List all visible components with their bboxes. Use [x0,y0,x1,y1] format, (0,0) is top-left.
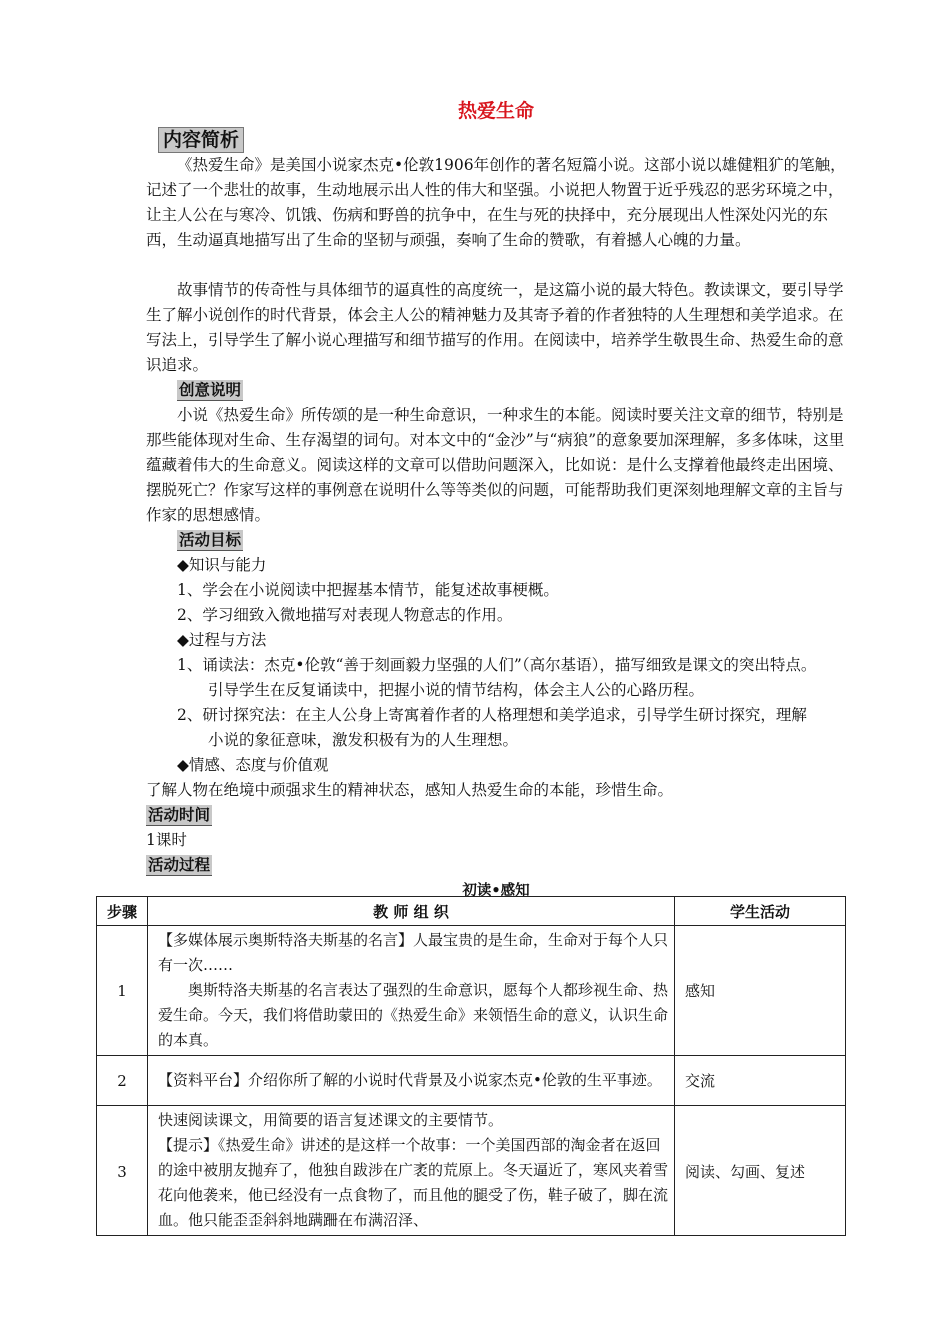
row-2-step: 2 [97,1056,148,1106]
header-teacher: 教 师 组 织 [148,897,675,926]
table-row [97,1106,846,1236]
document-title: 热爱生命 [457,100,534,122]
row-3-teacher-text-a: 快速阅读课文，用简要的语言复述课文的主要情节。 [158,1111,504,1129]
activity-time-value: 1课时 [146,831,187,849]
section-heading-goals: 活动目标 [179,530,242,549]
table-row [97,1056,846,1106]
section-heading-process: 活动过程 [148,855,211,874]
analysis-paragraph-1: 《热爱生命》是美国小说家杰克•伦敦1906年创作的著名短篇小说。这部小说以雄健粗犷的笔触，记述了一个悲壮的故事，生动地展示出人性的伟大和坚强。小说把人物置于近乎残忍的恶劣环境之中，让主人公在与寒冷、饥饿、伤病和野兽的抗争中，在生与死的抉择中，充分展现出人性深处闪光的东西，生动逼真地描写出了生命的坚韧与顽强，奏响了生命的赞歌，有着撼人心魄的力量。 [146,156,846,249]
row-1-teacher [148,926,675,1056]
goal-emotion-text: 了解人物在绝境中顽强求生的精神状态，感知人热爱生命的本能，珍惜生命。 [146,781,674,799]
row-1-step: 1 [97,926,148,1056]
goal-process-item-1-line-b: 引导学生在反复诵读中，把握小说的情节结构，体会主人公的心路历程。 [208,681,705,699]
section-heading-time: 活动时间 [148,805,211,824]
analysis-paragraph-2: 故事情节的传奇性与具体细节的逼真性的高度统一，是这篇小说的最大特色。教读课文，要引导学生了解小说创作的时代背景，体会主人公的精神魅力及其寄予着的作者独特的人生理想和美学追求。在写法上，引导学生了解小说心理描写和细节描写的作用。在阅读中，培养学生敬畏生命、热爱生命的意识追求。 [146,281,844,374]
row-3-step: 3 [97,1106,148,1236]
section-heading-creative: 创意说明 [179,380,242,399]
creative-paragraph: 小说《热爱生命》所传颂的是一种生命意识，一种求生的本能。阅读时要关注文章的细节，特别是那些能体现对生命、生存渴望的词句。对本文中的“金沙”与“病狼”的意象要加深理解，多多体味，这里蕴藏着伟大的生命意义。阅读这样的文章可以借助问题深入，比如说：是什么支撑着他最终走出困境、摆脱死亡？作家写这样的事例意在说明什么等等类似的问题，可能帮助我们更深刻地理解文章的主旨与作家的思想感情。 [146,406,845,524]
row-1-teacher-text-b: 奥斯特洛夫斯基的名言表达了强烈的生命意识，愿每个人都珍视生命、热爱生命。今天，我们将借助蒙田的《热爱生命》来领悟生命的意义，认识生命的本真。 [158,981,669,1049]
table-row [97,926,846,1056]
goal-process-item-2 [146,703,846,753]
section-heading-content-analysis: 内容简析 [158,127,244,153]
row-1-student: 感知 [675,926,846,1056]
row-3-teacher-text-b: 【提示】《热爱生命》讲述的是这样一个故事：一个美国西部的淘金者在返回的途中被朋友抛弃了，他独自跋涉在广袤的荒原上。冬天逼近了，寒风夹着雪花向他袭来，他已经没有一点食物了，而且他的腿受了伤，鞋子破了，脚在流血。他只能歪歪斜斜地蹒跚在布满沼泽、 [158,1136,669,1229]
goal-knowledge-heading: ◆知识与能力 [177,556,267,574]
goal-emotion-heading: ◆情感、态度与价值观 [177,756,329,774]
table-header-row [97,897,846,926]
goal-process-item-2-line-a: 2、研讨探究法：在主人公身上寄寓着作者的人格理想和美学追求，引导学生研讨探究，理解 [177,706,807,724]
row-3-student: 阅读、勾画、复述 [675,1106,846,1236]
header-student: 学生活动 [675,897,846,926]
row-3-teacher [148,1106,675,1236]
document-body [146,96,846,902]
process-table [96,896,846,1236]
process-subheading: 初读•感知 [462,882,530,899]
goal-process-item-1 [146,653,846,703]
goal-process-item-1-line-a: 1、诵读法：杰克•伦敦“善于刻画毅力坚强的人们”（高尔基语），描写细致是课文的突出特点。 [177,656,817,674]
goal-knowledge-item-1: 1、学会在小说阅读中把握基本情节，能复述故事梗概。 [177,581,559,599]
row-2-teacher: 【资料平台】介绍你所了解的小说时代背景及小说家杰克•伦敦的生平事迹。 [148,1056,675,1106]
goal-process-heading: ◆过程与方法 [177,631,267,649]
goal-knowledge-item-2: 2、学习细致入微地描写对表现人物意志的作用。 [177,606,513,624]
goal-process-item-2-line-b: 小说的象征意味，激发积极有为的人生理想。 [208,731,519,749]
header-step: 步骤 [97,897,148,926]
row-1-teacher-text-a: 【多媒体展示奥斯特洛夫斯基的名言】人最宝贵的是生命，生命对于每个人只有一次…… [158,931,669,974]
row-2-student: 交流 [675,1056,846,1106]
